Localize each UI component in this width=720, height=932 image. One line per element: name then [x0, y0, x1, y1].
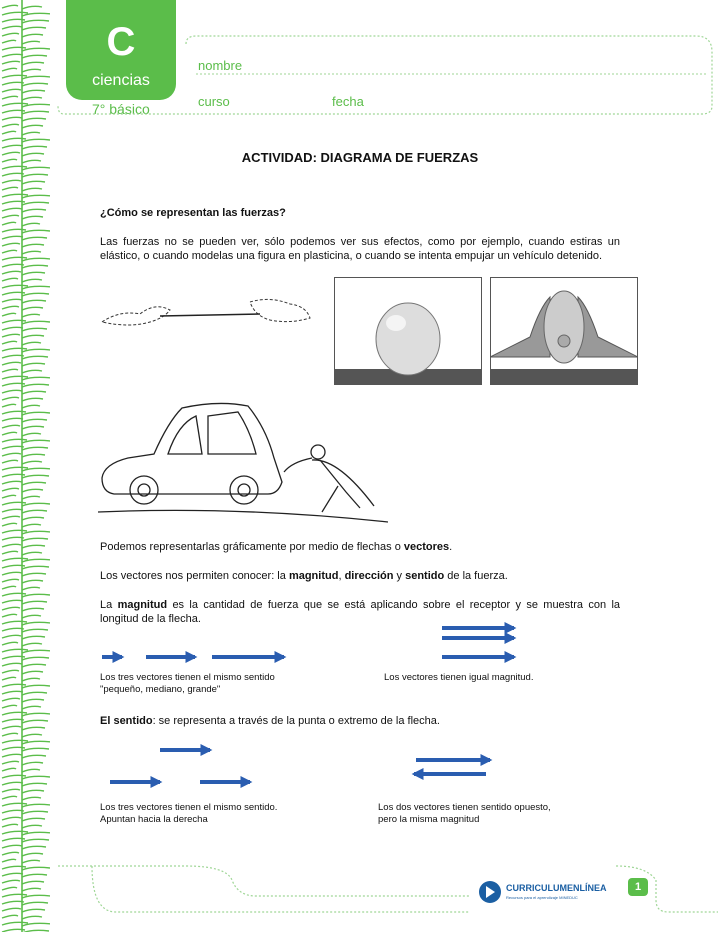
- field-fecha-label: fecha: [332, 94, 364, 109]
- grade-label: 7° básico: [92, 101, 150, 117]
- curriculum-logo-subtext: Recursos para el aprendizaje MINEDUC: [506, 895, 578, 900]
- field-nombre-label: nombre: [198, 58, 243, 73]
- know-text-2: ,: [338, 570, 345, 582]
- sentido-paragraph: [100, 714, 440, 728]
- magnitud-text-1: La: [100, 599, 118, 611]
- sentido-term: El sentido: [100, 715, 153, 727]
- magnitude-arrows: [100, 622, 530, 666]
- vectors-paragraph: [100, 540, 452, 554]
- plasticine-ball-photo: [334, 277, 482, 385]
- caption-right-line-2: Apuntan hacia la derecha: [100, 814, 208, 825]
- caption-same-magnitude: Los vectores tienen igual magnitud.: [384, 672, 534, 683]
- magnitud-term: magnitud: [117, 599, 168, 611]
- know-paragraph: [100, 569, 508, 583]
- know-sentido: sentido: [405, 570, 445, 582]
- know-text-3: y: [393, 570, 406, 582]
- caption-right: [100, 802, 277, 826]
- car-pushing-illustration: [98, 398, 388, 524]
- page-title: ACTIVIDAD: DIAGRAMA DE FUERZAS: [241, 150, 479, 165]
- sentido-text: : se representa a través de la punta o extremo de la flecha.: [152, 715, 440, 727]
- page-number: 1: [628, 878, 648, 896]
- know-text-1: Los vectores nos permiten conocer: la: [100, 570, 289, 582]
- rubber-band-illustration: [100, 292, 314, 332]
- curriculum-logo-icon: [478, 880, 502, 904]
- vectors-end: .: [449, 541, 453, 553]
- footer-frame: [56, 860, 720, 920]
- caption-opposite-line-2: pero la misma magnitud: [378, 814, 480, 825]
- intro-paragraph: Las fuerzas no se pueden ver, sólo podemos ver sus efectos, como por ejemplo, cuando estiras un elástico, o cuando modelas una figura en plasticina, o cuando se intenta empujar un vehículo detenido.: [100, 236, 620, 262]
- caption-right-line-1: Los tres vectores tienen el mismo sentido.: [100, 802, 278, 813]
- badge-subject: ciencias: [92, 72, 150, 89]
- vectors-text: Podemos representarlas gráficamente por medio de flechas o: [100, 541, 404, 553]
- curriculum-logo-text: CURRICULUMENLÍNEA: [506, 883, 607, 893]
- caption-opposite: [378, 802, 551, 826]
- caption-sizes: [100, 672, 275, 696]
- know-magnitud: magnitud: [288, 570, 339, 582]
- know-direccion: dirección: [344, 570, 394, 582]
- hands-squeezing-photo: [490, 277, 638, 385]
- field-curso-label: curso: [198, 94, 230, 109]
- caption-opposite-line-1: Los dos vectores tienen sentido opuesto,: [378, 802, 551, 813]
- magnitud-text-2: es la cantidad de fuerza que se está aplicando sobre el receptor y se muestra con la longitud de la flecha.: [100, 599, 621, 625]
- header-frame: [56, 34, 720, 120]
- caption-sizes-line-1: Los tres vectores tienen el mismo sentido: [100, 672, 275, 683]
- caption-sizes-line-2: "pequeño, mediano, grande": [100, 684, 221, 695]
- direction-arrows: [100, 740, 500, 792]
- vectors-term: vectores: [403, 541, 450, 553]
- know-text-4: de la fuerza.: [444, 570, 508, 582]
- badge-letter: C: [106, 20, 136, 64]
- decorative-grass-border: [0, 0, 50, 932]
- question-heading: ¿Cómo se representan las fuerzas?: [100, 207, 286, 219]
